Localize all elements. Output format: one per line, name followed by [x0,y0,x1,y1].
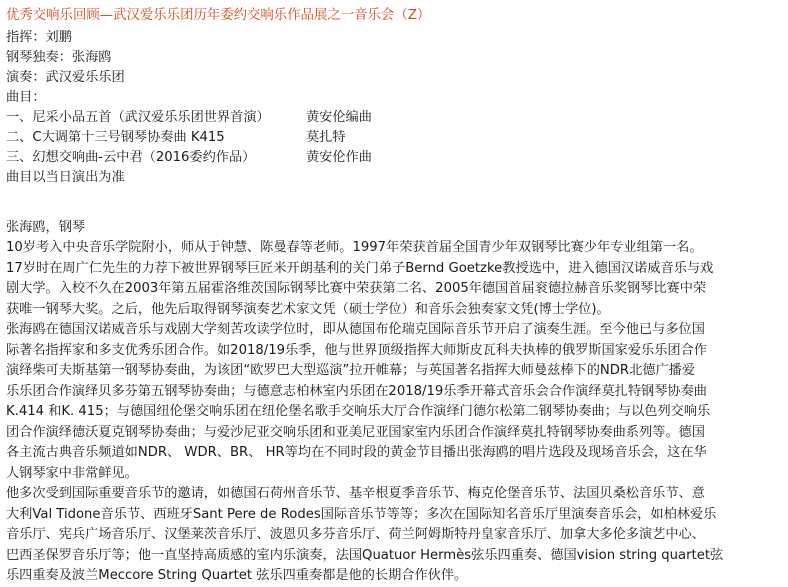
piano-solo-line: 钢琴独奏：张海鸥 [6,50,112,65]
bio-line: 团合作演绎德沃夏克钢琴协奏曲；与爱沙尼亚交响乐团和亚美尼亚国家室内乐团合作演绎莫扎特钢琴协奏曲系列等。德国 [6,424,705,440]
program-work: 一、尼采小品五首（武汉爱乐乐团世界首演） [6,110,270,125]
bio-heading: 张海鸥，钢琴 [6,220,86,235]
bio-line: 乐乐团合作演绎贝多芬第五钢琴协奏曲；与德意志柏林室内乐团在2018/19乐季开幕式音乐会合作演绎莫扎特钢琴协奏曲 [6,383,707,399]
bio-line: 乐四重奏及波兰Meccore String Quartet 弦乐四重奏都是他的长期合作伙伴。 [6,568,468,583]
bio-line: 17岁时在周广仁先生的力荐下被世界钢琴巨匠米开朗基利的关门弟子Bernd Goetzke教授选中，进入德国汉诺威音乐与戏 [6,260,714,276]
bio-line: 演绎柴可夫斯基第一钢琴协奏曲，为该团“欧罗巴大型巡演”拉开帷幕；与英国著名指挥大师曼兹棒下的NDR北德广播爱 [6,363,696,378]
concert-title: 优秀交响乐回顾—武汉爱乐乐团历年委约交响乐作品展之一音乐会（Z） [6,8,431,23]
bio-line: 音乐厅、宪兵广场音乐厅、汉堡莱茨音乐厅、波恩贝多芬音乐厅、荷兰阿姆斯特丹皇家音乐厅、加拿大多伦多演艺中心、 [6,527,705,542]
program-label: 曲目： [6,90,46,105]
program-work: 三、幻想交响曲-云中君（2016委约作品） [6,150,256,165]
program-work: 二、C大调第十三号钢琴协奏曲 K415 [6,130,225,145]
bio-line: 巴西圣保罗音乐厅等；他一直坚持高质感的室内乐演奏，法国Quatuor Hermès弦乐四重奏、德国vision string quartet弦 [6,547,724,563]
bio-line: 10岁考入中央音乐学院附小，师从于钟慧、陈曼春等老师。1997年荣获首届全国青少年双钢琴比赛少年专业组第一名。 [6,240,703,255]
bio-line: 张海鸥在德国汉诺威音乐与戏剧大学刻苦攻读学位时，即从德国布伦瑞克国际音乐节开启了演奏生涯。至今他已与多位国 [6,322,705,337]
bio-line: 大利Val Tidone音乐节、西班牙Sant Pere de Rodes国际音乐节等等；多次在国际知名音乐厅里演奏音乐会，如柏林爱乐 [6,506,717,522]
program-note: 曲目以当日演出为准 [6,170,125,185]
bio-line: 剧大学。入校不久在2003年第五届霍洛维茨国际钢琴比赛中荣获第二名、2005年德国首届衮德拉赫音乐奖钢琴比赛中荣 [6,281,707,296]
program-credit: 莫扎特 [306,130,346,145]
bio-line: K.414 和K. 415；与德国纽伦堡交响乐团在纽伦堡名歌手交响乐大厅合作演绎门德尔松第二钢琴协奏曲；与以色列交响乐 [6,404,711,419]
performer-line: 演奏：武汉爱乐乐团 [6,70,125,85]
bio-line: 人钢琴家中非常鲜见。 [6,465,138,481]
bio-line: 获唯一钢琴大奖。之后，他先后取得钢琴演奏艺术家文凭（硕士学位）和音乐会独奏家文凭(博士学位)。 [6,301,610,317]
bio-text [6,238,784,587]
program-item [6,128,346,147]
bio-line: 际著名指挥家和多支优秀乐团合作。如2018/19乐季，他与世界顶级指挥大师斯皮瓦科夫执棒的俄罗斯国家爱乐乐团合作 [6,342,707,358]
bio-line: 他多次受到国际重要音乐节的邀请，如德国石荷州音乐节、基辛根夏季音乐节、梅克伦堡音乐节、法国贝桑松音乐节、意 [6,486,705,501]
program-item [6,148,372,167]
program-credit: 黄安伦编曲 [306,110,372,125]
program-item [6,108,372,127]
bio-line: 各主流古典音乐频道如NDR、 WDR、BR、 HR等均在不同时段的黄金节目播出张海鸥的唱片选段及现场音乐会，这在华 [6,445,707,460]
conductor-line: 指挥：刘鹏 [6,30,72,45]
program-credit: 黄安伦作曲 [306,150,372,165]
